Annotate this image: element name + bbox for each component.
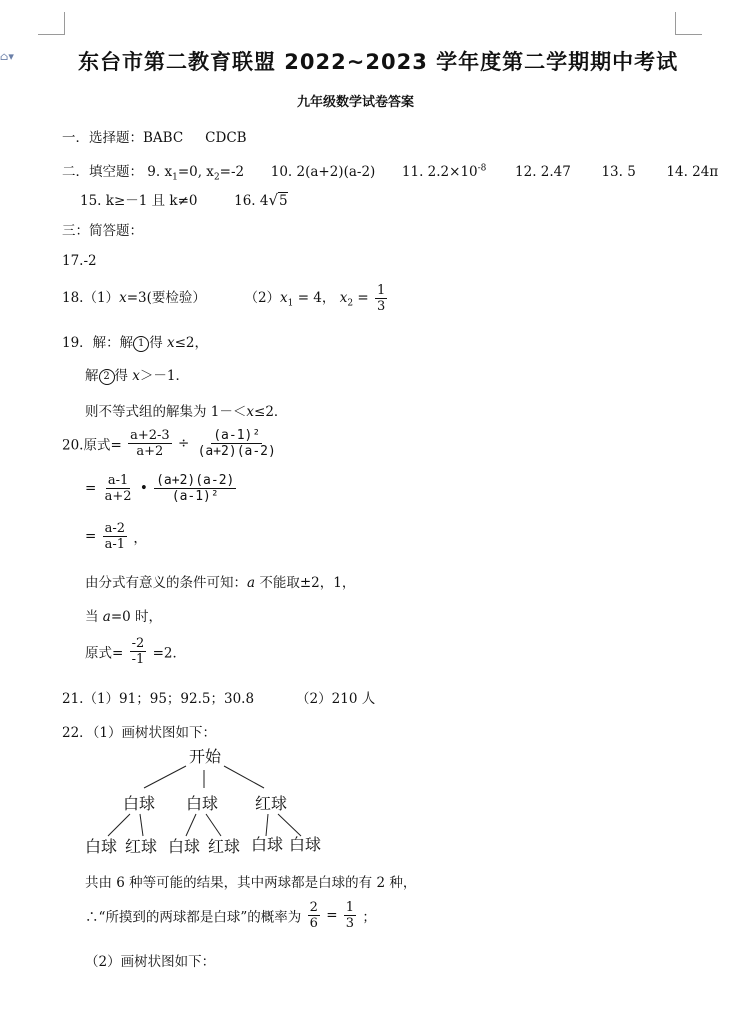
q2-line-1 <box>62 160 718 183</box>
q20-result: 原式= $\frac{-2}{-1}$ =2． <box>85 636 186 667</box>
tree-node-level1: 白球 <box>122 794 156 813</box>
q22-part2: （2）画树状图如下： <box>85 954 216 970</box>
q2-label: 二．填空题： <box>62 164 143 180</box>
tree-node-level2: 红球 <box>124 837 158 856</box>
q2-answer-13: 13. 5 <box>601 164 636 180</box>
q2-answer-9: 9. $x_1=0$, $x_2=-2$ <box>147 164 245 183</box>
q2-answer-11: 11. $2.2\times 10^{-8}$ <box>401 163 487 180</box>
q20-line-1: 20.原式= $\frac{a+2-3}{a+2}$ ÷ $\frac{\text{(a-1)²}}{(a+2)(a-2)}$ <box>62 428 276 459</box>
tree-root: 开始 <box>188 747 222 766</box>
tree-edge <box>224 766 264 788</box>
crop-mark-top-left <box>38 12 65 35</box>
circled-number-icon: 2 <box>99 369 115 385</box>
tree-edge <box>206 814 221 836</box>
page-title: 东台市第二教育联盟 2022~2023 学年度第二学期期中考试 <box>78 50 679 74</box>
tree-node-level2: 白球 <box>84 837 118 856</box>
q17-answer: 17.-2 <box>62 253 97 269</box>
crop-mark-top-right <box>675 12 702 35</box>
q20-when: 当 a=0 时， <box>85 609 163 625</box>
q22-probability: ∴“所摸到的两球都是白球”的概率为 $\frac{2}{6}$ = $\frac{1}{3}$ ； <box>85 900 376 931</box>
tree-node-level2: 白球 <box>167 837 201 856</box>
tree-edge <box>108 814 130 836</box>
tree-node-level2: 红球 <box>207 837 241 856</box>
q2-answer-10: 10. 2(a+2)(a-2) <box>270 164 376 180</box>
tree-node-level1: 红球 <box>254 794 288 813</box>
q1-label: 一．选择题： <box>62 130 143 146</box>
q20-line-3: = $\frac{a-2}{a-1}$ ， <box>85 521 147 552</box>
q19-line-3: 则不等式组的解集为 1－＜x≤2． <box>85 404 288 420</box>
tree-edge <box>266 814 268 836</box>
q2-answer-12: 12. 2.47 <box>515 164 571 180</box>
q3-label: 三：简答题： <box>62 223 143 239</box>
tree-edge <box>144 766 186 788</box>
q18-line: 18.（1）x=3(要检验） $(2)x_1 = 4$， $x_2$ = $\frac{1}{3}$ <box>62 283 386 314</box>
tree-diagram <box>80 744 340 864</box>
q2-answer-15: 15. k≥－1 且 k≠0 <box>80 193 198 209</box>
q20-condition: 由分式有意义的条件可知：a 不能取±2，1， <box>85 575 356 591</box>
page-subtitle: 九年级数学试卷答案 <box>297 95 415 110</box>
q20-line-2: = $\frac{a-1}{a+2}$ • $\frac{(a+2)(a-2)}{\text{(a-1)²}}$ <box>85 473 235 504</box>
q1-line <box>62 126 247 146</box>
tree-edge <box>186 814 196 836</box>
tree-edge <box>140 814 143 836</box>
q1-answer-2: CDCB <box>205 130 247 146</box>
q22-summary: 共由 6 种等可能的结果，其中两球都是白球的有 2 种， <box>85 875 417 891</box>
margin-anchor-icon: ⌂▾ <box>0 50 14 63</box>
q1-answer-1: BABC <box>143 130 184 146</box>
tree-edge <box>278 814 301 836</box>
tree-node-level2: 白球 <box>250 835 284 854</box>
q2-answer-16: 16. 4√5 <box>234 191 288 209</box>
q22-label: 22．（1）画树状图如下： <box>62 725 217 741</box>
q19-line-1: 19．解：解 1 得 x≤2， <box>62 335 209 351</box>
circled-number-icon: 1 <box>133 336 149 352</box>
q21-line: 21.（1）91；95；92.5；30.8 （2）210 人 <box>62 691 376 707</box>
q19-line-2: 解 2 得 x＞－1． <box>85 368 190 384</box>
q18-fraction: $\frac{1}{3}$ <box>376 283 386 314</box>
tree-node-level1: 白球 <box>185 794 219 813</box>
q2-answer-14: 14. 24π <box>666 164 719 180</box>
tree-node-level2: 白球 <box>288 835 322 854</box>
q2-line-2 <box>80 189 288 209</box>
